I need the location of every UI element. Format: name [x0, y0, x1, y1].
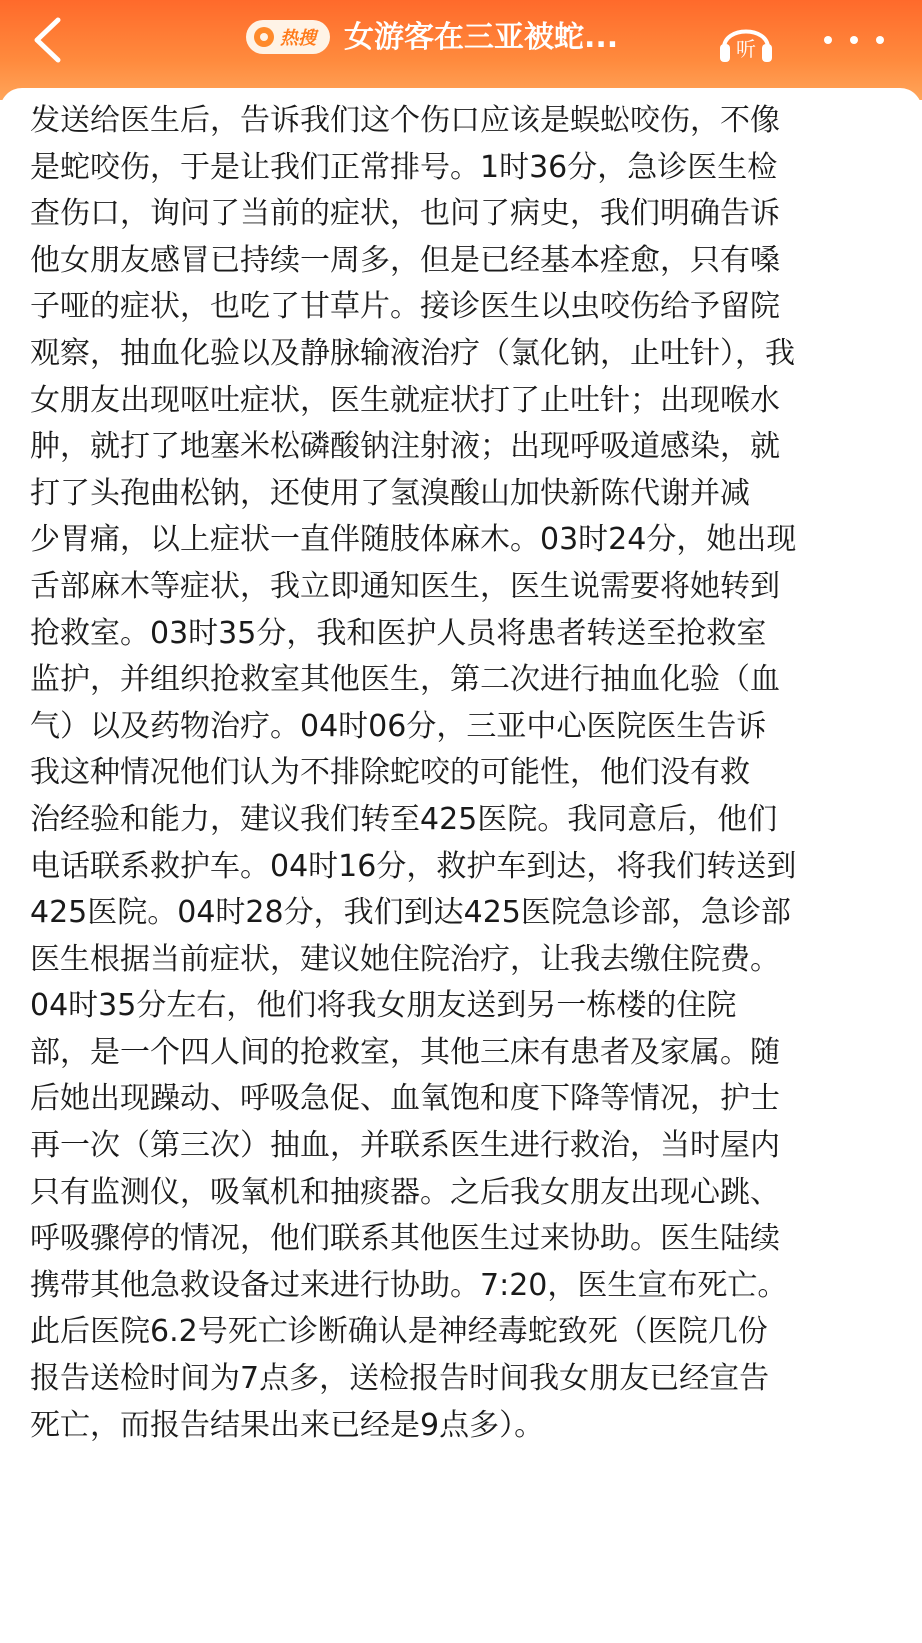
back-button[interactable] [22, 12, 72, 68]
more-dot [876, 36, 884, 44]
page-title: 女游客在三亚被蛇... [344, 20, 619, 55]
headphones-icon [716, 12, 776, 68]
article-body: 发送给医生后，告诉我们这个伤口应该是蜈蚣咬伤，不像 是蛇咬伤，于是让我们正常排号。1时36分，急诊医生检 查伤口，询问了当前的症状，也问了病史，我们明确告诉 他女朋友感冒已持续一周多，但是已经基本痊愈，只有嗓 子哑的症状，也吃了甘草片。接诊医生以虫咬伤给予留院 观察，抽血化验以及静脉输液治疗（氯化钠，止吐针），我 女朋友出现呕吐症状，医生就症状打了止吐针；出现喉水 肿，就打了地塞米松磷酸钠注射液；出现呼吸道感染，就 打了头孢曲松钠，还使用了氢溴酸山加快新陈代谢并减 少胃痛，以上症状一直伴随肢体麻木。03时24分，她出现 舌部麻木等症状，我立即通知医生，医生说需要将她转到 抢救室。03时35分，我和医护人员将患者转送至抢救室 监护，并组织抢救室其他医生，第二次进行抽血化验（血 气）以及药物治疗。04时06分，三亚中心医院医生告诉 我这种情况他们认为不排除蛇咬的可能性，他们没有救 治经验和能力，建议我们转至425医院。我同意后，他们 电话联系救护车。04时16分，救护车到达，将我们转送到 425医院。04时28分，我们到达425医院急诊部，急诊部 医生根据当前症状，建议她住院治疗，让我去缴住院费。 04时35分左右，他们将我女朋友送到另一栋楼的住院 部，是一个四人间的抢救室，其他三床有患者及家属。随 后她出现躁动、呼吸急促、血氧饱和度下降等情况，护士 再一次（第三次）抽血，并联系医生进行救治，当时屋内 只有监测仪，吸氧机和抽痰器。之后我女朋友出现心跳、 呼吸骤停的情况，他们联系其他医生过来协助。医生陆续 携带其他急救设备过来进行协助。7:20，医生宣布死亡。 此后医院6.2号死亡诊断确认是神经毒蛇致死（医院几份 报告送检时间为7点多，送检报告时间我女朋友已经宣告 死亡，而报告结果出来已经是9点多）。 [30, 103, 797, 1443]
more-dots-icon [824, 36, 832, 44]
more-options-button[interactable] [824, 18, 884, 62]
chevron-left-icon [32, 17, 62, 63]
article-content [0, 88, 922, 1643]
top-navigation-bar [0, 0, 922, 100]
hot-search-badge[interactable] [246, 20, 330, 54]
listen-button[interactable] [716, 12, 776, 68]
listen-label: 听 [736, 37, 756, 61]
more-dot [850, 36, 858, 44]
search-icon [254, 27, 274, 47]
hot-search-label: 热搜 [280, 28, 316, 49]
